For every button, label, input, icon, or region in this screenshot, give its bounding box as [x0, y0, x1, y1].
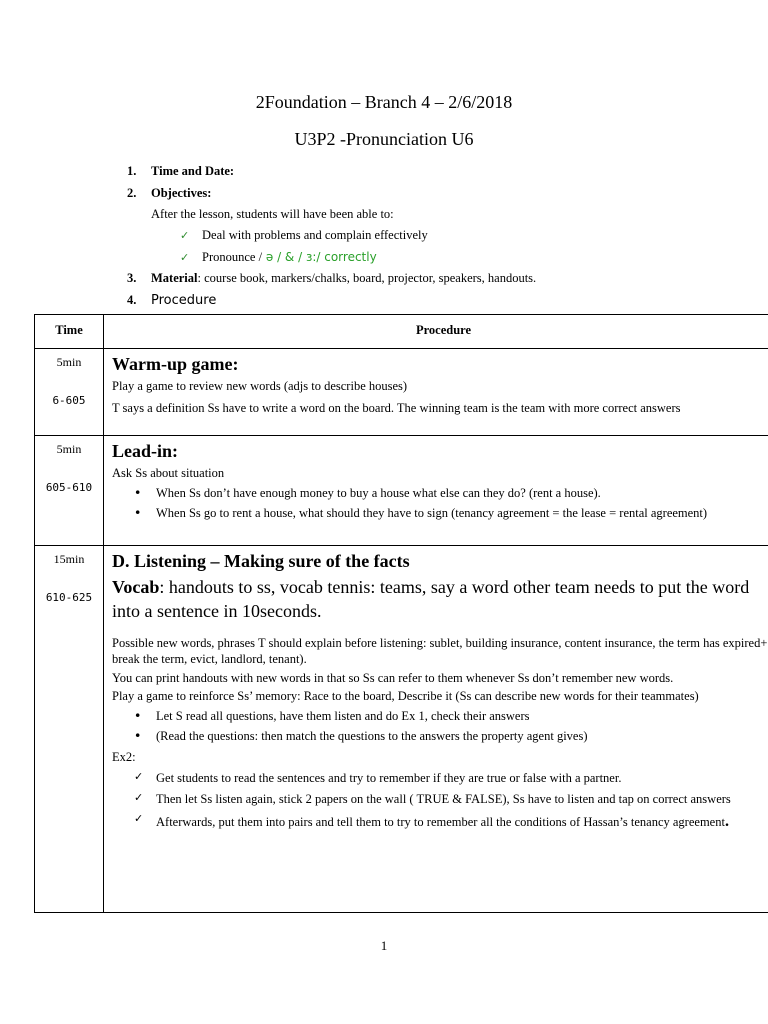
procedure-text: Play a game to review new words (adjs to describe houses): [112, 378, 408, 393]
list-item-text: Then let Ss listen again, stick 2 papers on the wall ( TRUE & FALSE), Ss have to listen and tap on correct answers: [156, 792, 731, 807]
list-item: • (Read the questions: then match the questions to the answers the property agent gives): [156, 728, 768, 744]
list-item: [134, 769, 768, 786]
list-item: • Let S read all questions, have them listen and do Ex 1, check their answers: [156, 708, 768, 724]
section-label: Material: [151, 271, 198, 285]
phonetic-symbols: ə / & / ɜ:/ correctly: [262, 250, 377, 264]
duration: 15min: [53, 552, 85, 566]
bullet-list: [112, 708, 768, 745]
section-objectives: [127, 186, 211, 201]
time-range: 6-605: [52, 394, 86, 407]
section-label: Procedure: [151, 293, 217, 308]
list-item: • When Ss don’t have enough money to buy a house what else can they do? (rent a house).: [156, 485, 768, 501]
vocab-label: Vocab: [112, 576, 160, 597]
list-item-text: Get students to read the sentences and try to remember if they are true or false with a partner.: [156, 770, 622, 785]
procedure-text: You can print handouts with new words in that so Ss can refer to them whenever Ss don’t remember new words.: [112, 670, 674, 685]
time-range: 605-610: [45, 481, 93, 494]
checkmark-icon: ✓: [134, 791, 144, 805]
page-number: 1: [380, 938, 388, 953]
section-time-date: [127, 164, 234, 179]
time-cell: [35, 436, 104, 546]
objective-item: [180, 250, 377, 265]
time-cell: [35, 546, 104, 913]
procedure-cell: [104, 349, 768, 436]
section-number: 2.: [127, 186, 137, 200]
material-text: : course book, markers/chalks, board, projector, speakers, handouts.: [197, 271, 537, 285]
section-label: Objectives:: [151, 186, 212, 200]
checkmark-icon: ✓: [134, 812, 144, 826]
section-procedure: [127, 293, 216, 308]
document-subtitle: U3P2 -Pronunciation U6: [294, 129, 474, 149]
objective-text: Pronounce /: [202, 250, 263, 264]
procedure-cell: [104, 436, 768, 546]
procedure-text: Ask Ss about situation: [112, 465, 225, 480]
procedure-text: T says a definition Ss have to write a word on the board. The winning team is the team with more correct answers: [112, 400, 681, 415]
table-row: [35, 349, 768, 436]
section-number: 4.: [127, 293, 137, 307]
procedure-table: [34, 314, 768, 913]
list-item: • When Ss go to rent a house, what should they have to sign (tenancy agreement = the lease = rental agreement): [156, 505, 768, 521]
stage-heading: D. Listening – Making sure of the facts: [112, 551, 410, 571]
duration: 5min: [56, 355, 82, 369]
time-range: 610-625: [45, 591, 93, 604]
list-item: [134, 812, 768, 833]
checkmark-icon: ✓: [180, 229, 190, 242]
section-label: Time and Date:: [151, 164, 235, 178]
stage-heading: Warm-up game:: [112, 354, 239, 374]
vocab-text: : handouts to ss, vocab tennis: teams, say a word other team needs to put the word into a sentence in 10seconds.: [112, 576, 750, 621]
list-item-text: Afterwards, put them into pairs and tell them to try to remember all the conditions of Hassan’s tenancy agreement: [156, 815, 725, 830]
table-row: [35, 436, 768, 546]
table-row: [35, 546, 768, 913]
procedure-text: Possible new words, phrases T should explain before listening: sublet, building insurance, content insurance, the term has expired+ break the term, evict, landlord, tenant).: [112, 636, 768, 667]
table-header-row: [35, 315, 768, 349]
objective-text: Deal with problems and complain effectively: [202, 228, 428, 242]
procedure-text: Play a game to reinforce Ss’ memory: Race to the board, Describe it (Ss can describe new words for their teammates): [112, 688, 699, 703]
checkmark-icon: ✓: [134, 769, 144, 783]
time-cell: [35, 349, 104, 436]
list-item: [134, 791, 768, 807]
objective-item: [180, 228, 428, 243]
document-title: 2Foundation – Branch 4 – 2/6/2018: [255, 92, 513, 112]
column-header-time: Time: [35, 315, 104, 349]
checklist: [112, 770, 768, 833]
vocab-line: [112, 575, 768, 624]
checkmark-icon: ✓: [180, 251, 190, 264]
column-header-procedure: Procedure: [104, 315, 768, 349]
section-material: [127, 271, 536, 286]
terminal-period: .: [724, 813, 729, 831]
section-number: 1.: [127, 164, 137, 178]
bullet-list: [112, 485, 768, 522]
duration: 5min: [56, 442, 82, 456]
objectives-intro: After the lesson, students will have been able to:: [151, 207, 394, 221]
stage-heading: Lead-in:: [112, 441, 179, 461]
exercise-label: Ex2:: [112, 749, 136, 764]
procedure-cell: [104, 546, 768, 913]
section-number: 3.: [127, 271, 137, 285]
